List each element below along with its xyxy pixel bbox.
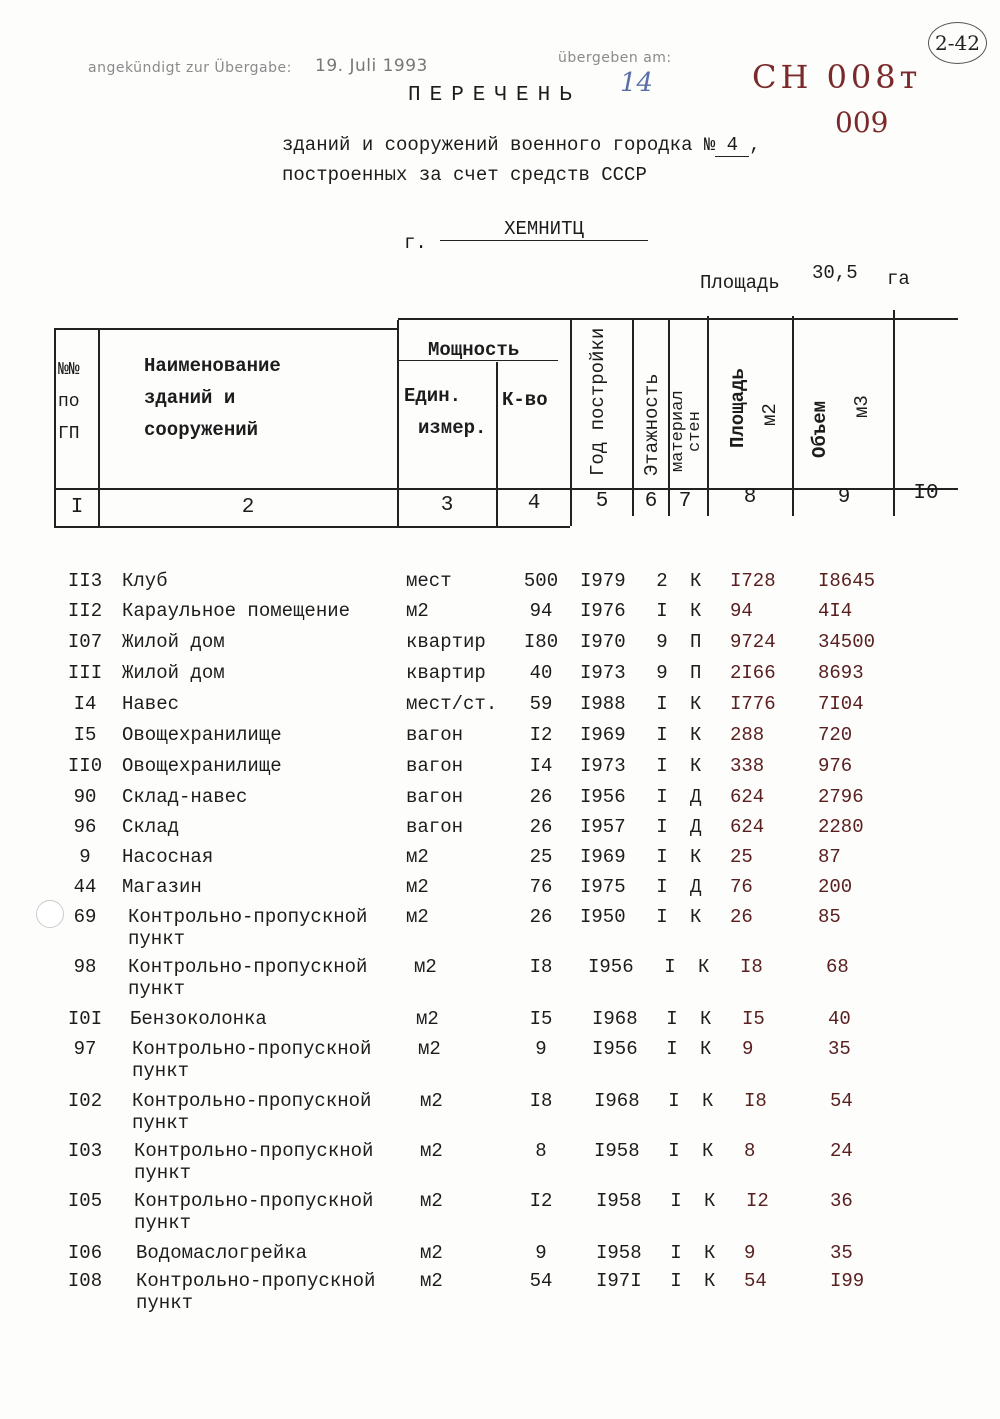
cell-volume: 24 <box>830 1140 853 1162</box>
cell-area: 338 <box>730 755 765 777</box>
cell-volume: 36 <box>830 1190 853 1212</box>
cell-area: 9 <box>742 1038 754 1060</box>
cell-building-name <box>134 1140 373 1184</box>
cell-building-name: Навес <box>122 693 180 715</box>
handwritten-code-top: CH 008т <box>752 58 922 96</box>
cell-area: I8 <box>740 956 763 978</box>
cell-wall-material: К <box>690 755 702 777</box>
subtitle-line1 <box>282 134 761 157</box>
cell-building-name-line: пункт <box>132 1060 190 1082</box>
cell-volume: 85 <box>818 906 841 928</box>
cell-wall-material: К <box>704 1190 716 1212</box>
cell-volume: 54 <box>830 1090 853 1112</box>
cell-year: I988 <box>580 693 626 715</box>
cell-unit: м2 <box>416 1008 439 1030</box>
cell-wall-material: К <box>690 906 702 928</box>
cell-building-name <box>134 1190 373 1234</box>
header-line: по <box>58 392 80 412</box>
cell-wall-material: К <box>690 693 702 715</box>
cell-quantity: 26 <box>529 906 553 928</box>
cell-volume: 2796 <box>818 786 864 808</box>
cell-quantity: I4 <box>529 755 553 777</box>
cell-year: I958 <box>596 1242 642 1264</box>
subtitle-line2: построенных за счет средств СССР <box>282 164 647 186</box>
cell-volume: 7I04 <box>818 693 864 715</box>
cell-gp-number: 69 <box>73 906 97 928</box>
cell-volume: 34500 <box>818 631 876 653</box>
cell-floors: 9 <box>656 662 668 684</box>
cell-year: I958 <box>594 1140 640 1162</box>
town-number: 4 <box>715 134 749 157</box>
cell-floors: I <box>656 693 668 715</box>
cell-building-name-line: Контрольно-пропускной <box>132 1038 372 1060</box>
cell-unit: м2 <box>406 906 429 928</box>
cell-volume: 40 <box>828 1008 851 1030</box>
cell-quantity: 9 <box>535 1038 547 1060</box>
cell-year: I968 <box>594 1090 640 1112</box>
cell-wall-material: Д <box>690 786 702 808</box>
cell-floors: I <box>656 786 668 808</box>
cell-building-name <box>132 1038 371 1082</box>
cell-building-name-line: Контрольно-пропускной <box>134 1190 374 1212</box>
cell-wall-material: Д <box>690 876 702 898</box>
document-title: ПЕРЕЧЕНЬ <box>408 84 581 107</box>
cell-quantity: I2 <box>529 1190 553 1212</box>
cell-wall-material: П <box>690 631 702 653</box>
cell-building-name-line: пункт <box>134 1162 192 1184</box>
cell-building-name: Бензоколонка <box>130 1008 267 1030</box>
cell-unit: вагон <box>406 724 464 746</box>
header-qty: К-во <box>502 389 548 411</box>
column-number: 7 <box>678 490 692 513</box>
cell-year: I975 <box>580 876 626 898</box>
header-line: Площадь <box>727 368 749 448</box>
cell-area: 54 <box>744 1270 767 1292</box>
header-line: зданий и <box>144 387 236 409</box>
cell-quantity: I8 <box>529 1090 553 1112</box>
cell-floors: I <box>656 876 668 898</box>
city-name: ХЕМНИТЦ <box>440 218 648 241</box>
cell-building-name-line: Контрольно-пропускной <box>128 906 368 928</box>
subtitle-end: , <box>749 134 761 156</box>
cell-wall-material: К <box>704 1270 716 1292</box>
cell-gp-number: 9 <box>79 846 91 868</box>
header-floors: Этажность <box>641 373 663 476</box>
cell-building-name-line: пункт <box>128 928 186 950</box>
header-no <box>58 354 80 450</box>
stamp-announced-date: 19. Juli 1993 <box>315 56 428 76</box>
header-line: Наименование <box>144 355 281 377</box>
cell-unit: м2 <box>420 1140 443 1162</box>
cell-quantity: 25 <box>529 846 553 868</box>
cell-volume: 4I4 <box>818 600 853 622</box>
area-unit: га <box>887 268 910 290</box>
cell-unit: м2 <box>406 876 429 898</box>
cell-building-name: Водомаслогрейка <box>136 1242 308 1264</box>
header-line: измер. <box>418 417 487 439</box>
cell-area: 2I66 <box>730 662 776 684</box>
cell-volume: 68 <box>826 956 849 978</box>
area-value: 30,5 <box>812 262 858 284</box>
cell-gp-number: I05 <box>67 1190 103 1212</box>
cell-area: 26 <box>730 906 753 928</box>
cell-quantity: I5 <box>529 1008 553 1030</box>
cell-gp-number: I02 <box>67 1090 103 1112</box>
header-year: Год постройки <box>587 327 609 476</box>
stamp-announced-label: angekündigt zur Übergabe: <box>88 60 292 76</box>
cell-gp-number: I4 <box>73 693 97 715</box>
cell-volume: 976 <box>818 755 853 777</box>
cell-gp-number: III <box>67 662 103 684</box>
cell-building-name: Клуб <box>122 570 168 592</box>
cell-floors: I <box>670 1242 682 1264</box>
cell-quantity: I8 <box>529 956 553 978</box>
header-area-unit: м2 <box>759 403 781 426</box>
cell-volume: 2280 <box>818 816 864 838</box>
cell-volume: 200 <box>818 876 853 898</box>
header-name <box>144 350 281 446</box>
cell-building-name: Магазин <box>122 876 202 898</box>
cell-area: I2 <box>746 1190 769 1212</box>
cell-building-name <box>128 906 367 950</box>
cell-year: I950 <box>580 906 626 928</box>
cell-building-name-line: Контрольно-пропускной <box>134 1140 374 1162</box>
cell-quantity: 8 <box>535 1140 547 1162</box>
cell-volume: 35 <box>828 1038 851 1060</box>
cell-area: 8 <box>744 1140 756 1162</box>
cell-gp-number: I03 <box>67 1140 103 1162</box>
column-number: 2 <box>241 496 255 519</box>
cell-unit: вагон <box>406 816 464 838</box>
header-line: стен <box>686 411 705 452</box>
cell-year: I969 <box>580 724 626 746</box>
cell-floors: 9 <box>656 631 668 653</box>
cell-volume: 87 <box>818 846 841 868</box>
cell-quantity: 26 <box>529 816 553 838</box>
cell-building-name: Склад <box>122 816 180 838</box>
cell-building-name: Жилой дом <box>122 662 225 684</box>
header-area <box>728 368 748 448</box>
cell-gp-number: 96 <box>73 816 97 838</box>
column-number: 6 <box>644 490 658 513</box>
cell-area: I776 <box>730 693 776 715</box>
cell-quantity: 40 <box>529 662 553 684</box>
cell-unit: м2 <box>420 1090 443 1112</box>
cell-year: I956 <box>580 786 626 808</box>
area-label: Площадь <box>700 272 780 294</box>
cell-quantity: I2 <box>529 724 553 746</box>
cell-quantity: 26 <box>529 786 553 808</box>
column-number: 3 <box>440 494 454 517</box>
cell-unit: м2 <box>414 956 437 978</box>
header-line: ГП <box>58 424 80 444</box>
cell-floors: I <box>666 1008 678 1030</box>
cell-wall-material: К <box>700 1008 712 1030</box>
cell-gp-number: I06 <box>67 1242 103 1264</box>
cell-unit: м2 <box>420 1270 443 1292</box>
cell-floors: I <box>656 906 668 928</box>
cell-wall-material: К <box>704 1242 716 1264</box>
cell-building-name: Караульное помещение <box>122 600 351 622</box>
header-volume-unit: м3 <box>851 395 873 418</box>
cell-gp-number: 98 <box>73 956 97 978</box>
header-line: Един. <box>404 385 462 407</box>
cell-floors: I <box>670 1270 682 1292</box>
cell-building-name-line: пункт <box>136 1292 194 1314</box>
cell-building-name-line: пункт <box>128 978 186 1000</box>
cell-wall-material: К <box>690 846 702 868</box>
cell-volume: 8693 <box>818 662 864 684</box>
cell-area: 76 <box>730 876 753 898</box>
cell-year: I956 <box>592 1038 638 1060</box>
cell-wall-material: К <box>702 1090 714 1112</box>
cell-gp-number: I08 <box>67 1270 103 1292</box>
cell-area: I728 <box>730 570 776 592</box>
handwritten-code-bottom: 009 <box>835 106 889 139</box>
cell-unit: м2 <box>406 600 429 622</box>
cell-year: I969 <box>580 846 626 868</box>
cell-year: I958 <box>596 1190 642 1212</box>
cell-volume: 720 <box>818 724 853 746</box>
cell-floors: I <box>656 846 668 868</box>
cell-building-name: Насосная <box>122 846 214 868</box>
cell-wall-material: К <box>698 956 710 978</box>
cell-gp-number: II2 <box>67 600 103 622</box>
cell-building-name <box>136 1270 375 1314</box>
column-number: I <box>70 496 84 519</box>
cell-year: I976 <box>580 600 626 622</box>
cell-wall-material: Д <box>690 816 702 838</box>
cell-floors: I <box>668 1090 680 1112</box>
cell-building-name-line: Контрольно-пропускной <box>136 1270 376 1292</box>
cell-floors: I <box>664 956 676 978</box>
cell-unit: м2 <box>418 1038 441 1060</box>
cell-year: I973 <box>580 755 626 777</box>
stamp-handed-label: übergeben am: <box>558 50 672 66</box>
cell-quantity: 54 <box>529 1270 553 1292</box>
cell-unit: мест <box>406 570 452 592</box>
cell-volume: I8645 <box>818 570 876 592</box>
cell-gp-number: I5 <box>73 724 97 746</box>
cell-area: 9724 <box>730 631 776 653</box>
cell-floors: I <box>656 600 668 622</box>
sheet-reference: 2-42 <box>928 22 987 64</box>
cell-wall-material: К <box>700 1038 712 1060</box>
cell-quantity: 500 <box>523 570 559 592</box>
cell-floors: I <box>656 816 668 838</box>
cell-year: I970 <box>580 631 626 653</box>
cell-floors: I <box>670 1190 682 1212</box>
stamp-handed-value: 14 <box>620 68 654 98</box>
cell-quantity: I80 <box>523 631 559 653</box>
cell-quantity: 94 <box>529 600 553 622</box>
cell-unit: квартир <box>406 631 486 653</box>
header-capacity: Мощность <box>428 339 520 361</box>
cell-wall-material: П <box>690 662 702 684</box>
cell-gp-number: II3 <box>67 570 103 592</box>
cell-wall-material: К <box>690 570 702 592</box>
cell-unit: мест/ст. <box>406 693 498 715</box>
cell-year: I957 <box>580 816 626 838</box>
cell-year: I97I <box>596 1270 642 1292</box>
cell-quantity: 9 <box>535 1242 547 1264</box>
cell-area: 288 <box>730 724 765 746</box>
cell-building-name: Жилой дом <box>122 631 225 653</box>
cell-floors: I <box>656 724 668 746</box>
cell-building-name-line: Контрольно-пропускной <box>128 956 368 978</box>
cell-year: I956 <box>588 956 634 978</box>
cell-gp-number: 44 <box>73 876 97 898</box>
column-number: I0 <box>913 482 939 505</box>
cell-unit: квартир <box>406 662 486 684</box>
subtitle-text: зданий и сооружений военного городка № <box>282 134 716 156</box>
cell-quantity: 59 <box>529 693 553 715</box>
cell-volume: I99 <box>830 1270 865 1292</box>
cell-quantity: 76 <box>529 876 553 898</box>
header-line: №№ <box>58 360 80 380</box>
cell-gp-number: I07 <box>67 631 103 653</box>
cell-building-name-line: пункт <box>132 1112 190 1134</box>
cell-unit: м2 <box>406 846 429 868</box>
column-number: 5 <box>595 490 609 513</box>
cell-area: 25 <box>730 846 753 868</box>
cell-area: 9 <box>744 1242 756 1264</box>
cell-floors: I <box>668 1140 680 1162</box>
cell-building-name-line: пункт <box>134 1212 192 1234</box>
cell-building-name: Овощехранилище <box>122 755 282 777</box>
cell-area: 624 <box>730 816 765 838</box>
header-unit <box>404 380 486 444</box>
cell-floors: I <box>656 755 668 777</box>
cell-year: I968 <box>592 1008 638 1030</box>
cell-gp-number: I0I <box>67 1008 103 1030</box>
city-label: г. <box>404 232 427 254</box>
cell-area: I5 <box>742 1008 765 1030</box>
cell-area: 94 <box>730 600 753 622</box>
cell-building-name: Склад-навес <box>122 786 248 808</box>
column-number: 9 <box>837 486 851 509</box>
cell-wall-material: К <box>702 1140 714 1162</box>
cell-gp-number: 90 <box>73 786 97 808</box>
cell-area: I8 <box>744 1090 767 1112</box>
cell-unit: м2 <box>420 1242 443 1264</box>
cell-building-name <box>132 1090 371 1134</box>
header-volume: Объем <box>809 400 831 458</box>
cell-area: 624 <box>730 786 765 808</box>
column-number: 8 <box>743 486 757 509</box>
cell-wall-material: К <box>690 724 702 746</box>
header-line: сооружений <box>144 419 259 441</box>
cell-gp-number: 97 <box>73 1038 97 1060</box>
column-number: 4 <box>527 492 541 515</box>
cell-year: I979 <box>580 570 626 592</box>
cell-building-name: Овощехранилище <box>122 724 282 746</box>
header-walls <box>670 390 704 472</box>
cell-building-name-line: Контрольно-пропускной <box>132 1090 372 1112</box>
cell-floors: 2 <box>656 570 668 592</box>
cell-year: I973 <box>580 662 626 684</box>
cell-unit: вагон <box>406 786 464 808</box>
cell-unit: вагон <box>406 755 464 777</box>
cell-wall-material: К <box>690 600 702 622</box>
cell-building-name <box>128 956 367 1000</box>
cell-unit: м2 <box>420 1190 443 1212</box>
cell-floors: I <box>666 1038 678 1060</box>
cell-volume: 35 <box>830 1242 853 1264</box>
cell-gp-number: II0 <box>67 755 103 777</box>
header-line: материал <box>669 390 688 472</box>
